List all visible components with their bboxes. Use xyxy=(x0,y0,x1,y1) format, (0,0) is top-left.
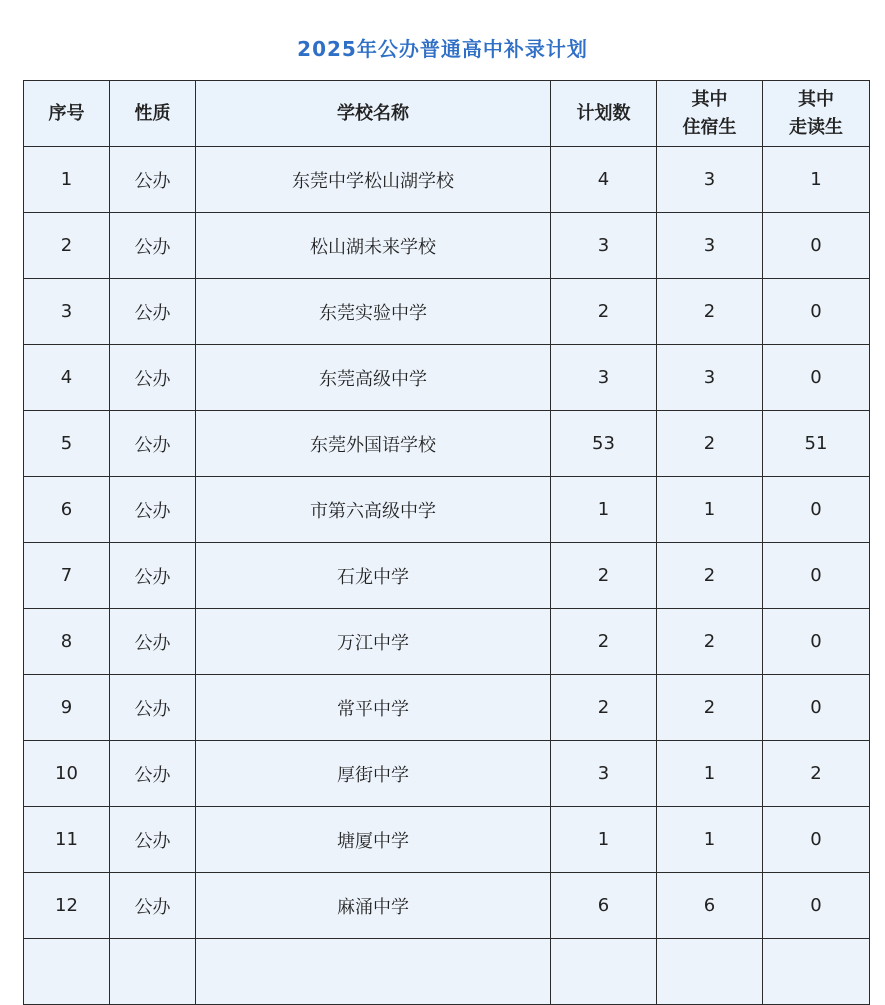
cell-school xyxy=(196,939,551,1005)
cell-plan xyxy=(551,939,657,1005)
cell-boarding xyxy=(657,939,763,1005)
cell-school: 东莞实验中学 xyxy=(196,279,551,345)
header-day xyxy=(763,81,870,147)
cell-day: 2 xyxy=(763,741,870,807)
table-row xyxy=(24,345,870,411)
cell-boarding: 2 xyxy=(657,411,763,477)
cell-type: 公办 xyxy=(110,477,196,543)
cell-day: 0 xyxy=(763,873,870,939)
table-row xyxy=(24,213,870,279)
cell-day: 0 xyxy=(763,279,870,345)
header-boarding-line2: 住宿生 xyxy=(682,116,737,138)
header-day-line2: 走读生 xyxy=(789,116,843,138)
header-type: 性质 xyxy=(110,81,196,147)
cell-type: 公办 xyxy=(110,807,196,873)
cell-type: 公办 xyxy=(110,741,196,807)
table-row xyxy=(24,741,870,807)
cell-day xyxy=(763,939,870,1005)
cell-day: 0 xyxy=(763,213,870,279)
page-title: 2025年公办普通高中补录计划 xyxy=(297,37,588,61)
cell-school: 石龙中学 xyxy=(196,543,551,609)
cell-boarding: 1 xyxy=(657,807,763,873)
table-row xyxy=(24,807,870,873)
cell-index xyxy=(24,939,110,1005)
cell-plan: 6 xyxy=(551,873,657,939)
table-header-row xyxy=(24,81,870,147)
cell-type: 公办 xyxy=(110,675,196,741)
cell-type: 公办 xyxy=(110,213,196,279)
cell-boarding: 2 xyxy=(657,609,763,675)
cell-school: 塘厦中学 xyxy=(196,807,551,873)
cell-type: 公办 xyxy=(110,147,196,213)
cell-type: 公办 xyxy=(110,543,196,609)
cell-boarding: 1 xyxy=(657,741,763,807)
table-row xyxy=(24,873,870,939)
cell-index: 11 xyxy=(24,807,110,873)
cell-index: 8 xyxy=(24,609,110,675)
cell-boarding: 6 xyxy=(657,873,763,939)
cell-plan: 2 xyxy=(551,675,657,741)
cell-plan: 2 xyxy=(551,279,657,345)
cell-day: 0 xyxy=(763,543,870,609)
cell-school: 常平中学 xyxy=(196,675,551,741)
cell-type xyxy=(110,939,196,1005)
cell-plan: 4 xyxy=(551,147,657,213)
cell-boarding: 2 xyxy=(657,543,763,609)
cell-school: 麻涌中学 xyxy=(196,873,551,939)
header-index: 序号 xyxy=(24,81,110,147)
cell-index: 9 xyxy=(24,675,110,741)
cell-school: 东莞外国语学校 xyxy=(196,411,551,477)
cell-index: 10 xyxy=(24,741,110,807)
cell-school: 松山湖未来学校 xyxy=(196,213,551,279)
table-row xyxy=(24,147,870,213)
table-row xyxy=(24,675,870,741)
cell-index: 2 xyxy=(24,213,110,279)
header-school: 学校名称 xyxy=(196,81,551,147)
cell-index: 5 xyxy=(24,411,110,477)
cell-index: 7 xyxy=(24,543,110,609)
table-row xyxy=(24,609,870,675)
cell-index: 12 xyxy=(24,873,110,939)
cell-plan: 3 xyxy=(551,345,657,411)
cell-plan: 2 xyxy=(551,543,657,609)
header-boarding xyxy=(657,81,763,147)
cell-plan: 53 xyxy=(551,411,657,477)
cell-boarding: 2 xyxy=(657,279,763,345)
cell-day: 0 xyxy=(763,675,870,741)
cell-boarding: 1 xyxy=(657,477,763,543)
cell-boarding: 2 xyxy=(657,675,763,741)
table-row xyxy=(24,939,870,1005)
cell-day: 1 xyxy=(763,147,870,213)
table-row xyxy=(24,279,870,345)
cell-type: 公办 xyxy=(110,873,196,939)
table-row xyxy=(24,477,870,543)
cell-type: 公办 xyxy=(110,609,196,675)
cell-type: 公办 xyxy=(110,279,196,345)
cell-index: 1 xyxy=(24,147,110,213)
enrollment-plan-table xyxy=(23,80,870,1005)
cell-index: 4 xyxy=(24,345,110,411)
cell-boarding: 3 xyxy=(657,213,763,279)
table-row xyxy=(24,543,870,609)
cell-plan: 1 xyxy=(551,477,657,543)
table-body xyxy=(24,147,870,1005)
cell-day: 51 xyxy=(763,411,870,477)
cell-plan: 1 xyxy=(551,807,657,873)
cell-day: 0 xyxy=(763,609,870,675)
cell-type: 公办 xyxy=(110,411,196,477)
cell-day: 0 xyxy=(763,477,870,543)
cell-plan: 3 xyxy=(551,213,657,279)
cell-school: 东莞中学松山湖学校 xyxy=(196,147,551,213)
cell-plan: 2 xyxy=(551,609,657,675)
cell-day: 0 xyxy=(763,807,870,873)
cell-school: 东莞高级中学 xyxy=(196,345,551,411)
header-day-line1: 其中 xyxy=(798,88,834,110)
cell-school: 万江中学 xyxy=(196,609,551,675)
cell-index: 3 xyxy=(24,279,110,345)
cell-school: 市第六高级中学 xyxy=(196,477,551,543)
cell-boarding: 3 xyxy=(657,345,763,411)
cell-day: 0 xyxy=(763,345,870,411)
cell-index: 6 xyxy=(24,477,110,543)
cell-boarding: 3 xyxy=(657,147,763,213)
table-row xyxy=(24,411,870,477)
cell-plan: 3 xyxy=(551,741,657,807)
header-plan: 计划数 xyxy=(551,81,657,147)
header-boarding-line1: 其中 xyxy=(691,88,728,110)
cell-type: 公办 xyxy=(110,345,196,411)
cell-school: 厚街中学 xyxy=(196,741,551,807)
